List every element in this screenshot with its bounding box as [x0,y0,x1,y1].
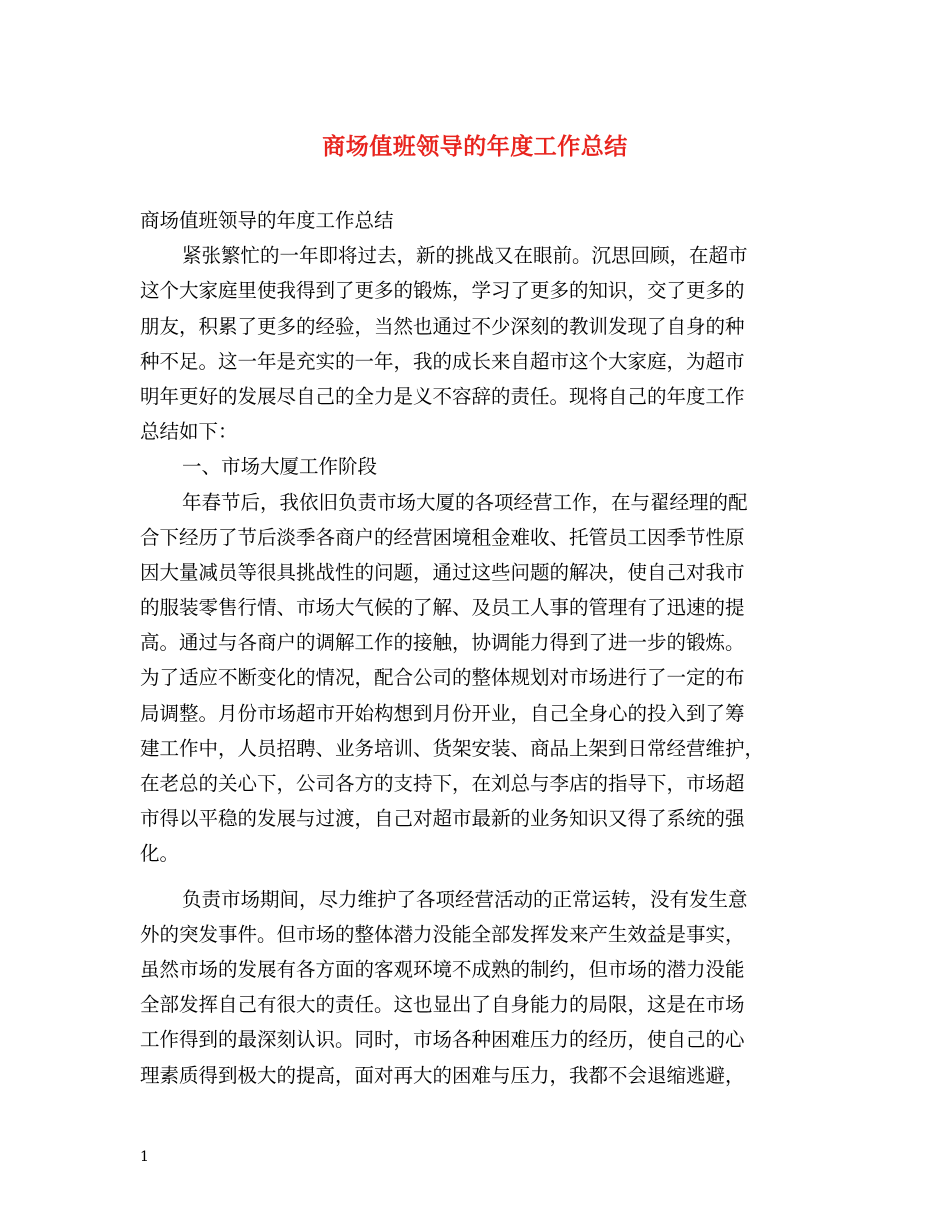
paragraph-line: 市得以平稳的发展与过渡，自己对超市最新的业务知识又得了系统的强 [140,807,745,831]
page-number: 1 [140,1149,149,1165]
paragraph-spacer [140,872,812,882]
paragraph-line: 朋友，积累了更多的经验，当然也通过不少深刻的教训发现了自身的种 [140,314,745,338]
subtitle-line: 商场值班领导的年度工作总结 [140,209,394,232]
paragraph-line: 理素质得到极大的提高，面对再大的困难与压力，我都不会退缩逃避， [140,1063,745,1087]
paragraph-line: 高。通过与各商户的调解工作的接触，协调能力得到了进一步的锻炼。 [140,631,745,655]
paragraph-line: 明年更好的发展尽自己的全力是义不容辞的责任。现将自己的年度工作 [140,384,745,408]
paragraph-line: 外的突发事件。但市场的整体潜力没能全部发挥发来产生效益是事实， [140,922,745,946]
paragraph-line: 负责市场期间，尽力维护了各项经营活动的正常运转，没有发生意 [182,887,748,911]
paragraph-line: 紧张繁忙的一年即将过去，新的挑战又在眼前。沉思回顾，在超市 [182,244,748,268]
paragraph-line: 在老总的关心下，公司各方的支持下，在刘总与李店的指导下，市场超 [140,772,745,795]
section-heading: 一、市场大厦工作阶段 [182,455,378,479]
document-body [140,203,812,1093]
paragraph-line: 建工作中，人员招聘、业务培训、货架安装、商品上架到日常经营维护， [140,736,765,760]
paragraph-line: 的服装零售行情、市场大气候的了解、及员工人事的管理有了迅速的提 [140,596,745,620]
paragraph-line: 局调整。月份市场超市开始构想到月份开业，自己全身心的投入到了筹 [140,701,745,725]
paragraph-line: 这个大家庭里使我得到了更多的锻炼，学习了更多的知识，交了更多的 [140,279,745,303]
paragraph-line: 虽然市场的发展有各方面的客观环境不成熟的制约，但市场的潜力没能 [140,957,745,981]
paragraph-line: 化。 [140,842,180,866]
paragraph-line: 因大量减员等很具挑战性的问题，通过这些问题的解决，使自己对我市 [140,560,745,584]
paragraph-line: 工作得到的最深刻认识。同时，市场各种困难压力的经历，使自己的心 [140,1028,745,1052]
paragraph-line: 全部发挥自己有很大的责任。这也显出了自身能力的局限，这是在市场 [140,993,745,1017]
paragraph-line: 年春节后，我依旧负责市场大厦的各项经营工作，在与翟经理的配 [182,490,748,514]
paragraph-line: 合下经历了节后淡季各商户的经营困境租金难收、托管员工因季节性原 [140,525,745,549]
paragraph-line: 种不足。这一年是充实的一年，我的成长来自超市这个大家庭，为超市 [140,349,745,373]
document-title: 商场值班领导的年度工作总结 [322,133,628,160]
paragraph-line: 为了适应不断变化的情况，配合公司的整体规划对市场进行了一定的布 [140,666,745,690]
paragraph-line: 总结如下： [140,420,238,444]
